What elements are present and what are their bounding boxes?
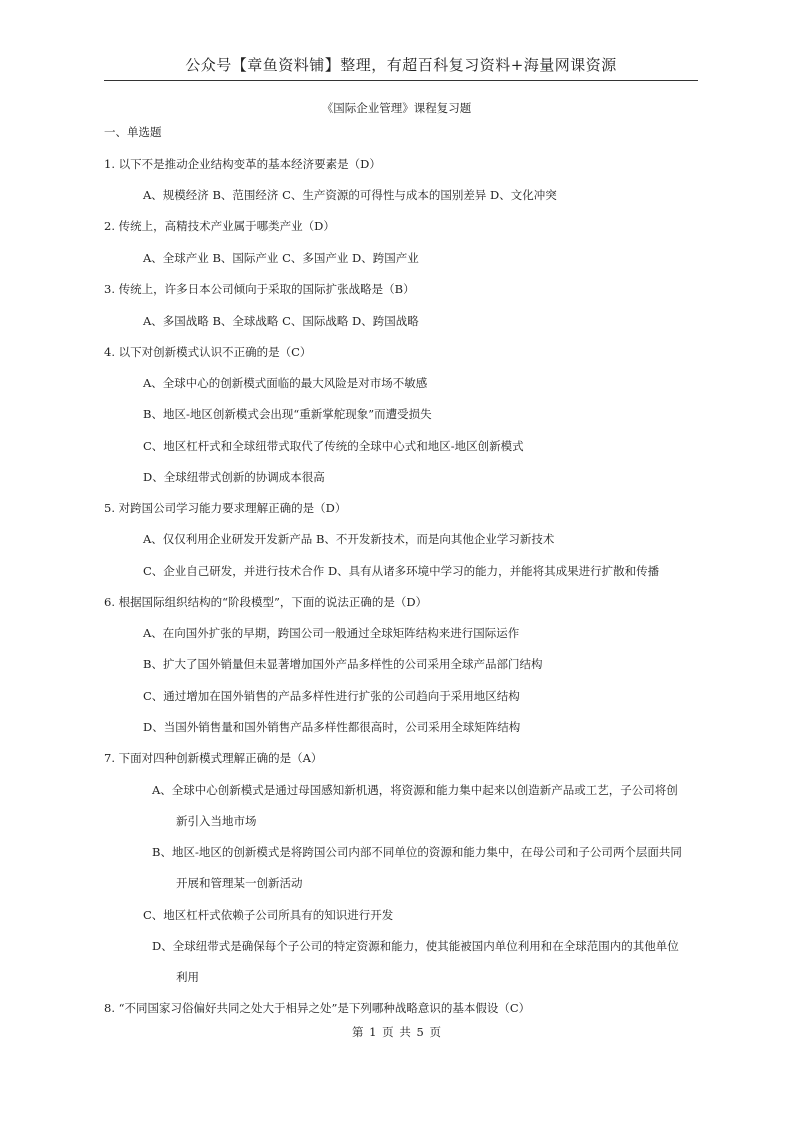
- question-7-option-a-cont: 新引入当地市场: [176, 814, 257, 828]
- question-6-option-d: D、当国外销售量和国外销售产品多样性都很高时，公司采用全球矩阵结构: [143, 720, 521, 734]
- question-4-option-a: A、全球中心的创新模式面临的最大风险是对市场不敏感: [143, 376, 428, 390]
- question-5-options-ab: A、仅仅利用企业研发开发新产品 B、不开发新技术，而是向其他企业学习新技术: [143, 532, 555, 546]
- question-5-options-cd: C、企业自己研发，并进行技术合作 D、具有从诸多环境中学习的能力，并能将其成果进行扩散和传播: [143, 564, 660, 578]
- question-4-option-b: B、地区-地区创新模式会出现“重新掌舵现象”而遭受损失: [143, 407, 432, 421]
- page-header-banner: 公众号【章鱼资料铺】整理，有超百科复习资料+海量网课资源: [104, 54, 698, 81]
- question-2: 2. 传统上，高精技术产业属于哪类产业（D）: [104, 219, 335, 233]
- question-6-option-a: A、在向国外扩张的早期，跨国公司一般通过全球矩阵结构来进行国际运作: [143, 626, 520, 640]
- question-6-option-b: B、扩大了国外销量但未显著增加国外产品多样性的公司采用全球产品部门结构: [143, 657, 543, 671]
- question-1-options: A、规模经济 B、范围经济 C、生产资源的可得性与成本的国别差异 D、文化冲突: [143, 188, 557, 202]
- question-4-option-c: C、地区杠杆式和全球纽带式取代了传统的全球中心式和地区-地区创新模式: [143, 439, 524, 453]
- question-7: 7. 下面对四种创新模式理解正确的是（A）: [104, 751, 323, 765]
- question-7-option-d: D、全球纽带式是确保每个子公司的特定资源和能力，使其能被国内单位利用和在全球范围内的其他单位: [152, 939, 679, 953]
- question-8: 8. “不同国家习俗偏好共同之处大于相异之处”是下列哪种战略意识的基本假设（C）: [104, 1001, 531, 1015]
- question-1: 1. 以下不是推动企业结构变革的基本经济要素是（D）: [104, 157, 381, 171]
- question-6-option-c: C、通过增加在国外销售的产品多样性进行扩张的公司趋向于采用地区结构: [143, 689, 520, 703]
- question-7-option-c: C、地区杠杆式依赖子公司所具有的知识进行开发: [143, 908, 394, 922]
- question-7-option-d-cont: 利用: [176, 970, 199, 984]
- question-4-option-d: D、全球纽带式创新的协调成本很高: [143, 470, 325, 484]
- section-heading: 一、单选题: [104, 125, 162, 139]
- document-title: 《国际企业管理》课程复习题: [321, 101, 472, 115]
- question-7-option-b: B、地区-地区的创新模式是将跨国公司内部不同单位的资源和能力集中，在母公司和子公司两个层面共同: [152, 845, 682, 859]
- question-6: 6. 根据国际组织结构的“阶段模型”，下面的说法正确的是（D）: [104, 595, 428, 609]
- question-2-options: A、全球产业 B、国际产业 C、多国产业 D、跨国产业: [143, 251, 419, 265]
- question-3-options: A、多国战略 B、全球战略 C、国际战略 D、跨国战略: [143, 314, 419, 328]
- question-4: 4. 以下对创新模式认识不正确的是（C）: [104, 345, 312, 359]
- question-7-option-b-cont: 开展和管理某一创新活动: [176, 876, 303, 890]
- question-3: 3. 传统上，许多日本公司倾向于采取的国际扩张战略是（B）: [104, 282, 415, 296]
- question-7-option-a: A、全球中心创新模式是通过母国感知新机遇，将资源和能力集中起来以创造新产品或工艺，子公司将创: [152, 783, 678, 797]
- page-footer: 第 1 页 共 5 页: [352, 1025, 441, 1039]
- question-5: 5. 对跨国公司学习能力要求理解正确的是（D）: [104, 501, 347, 515]
